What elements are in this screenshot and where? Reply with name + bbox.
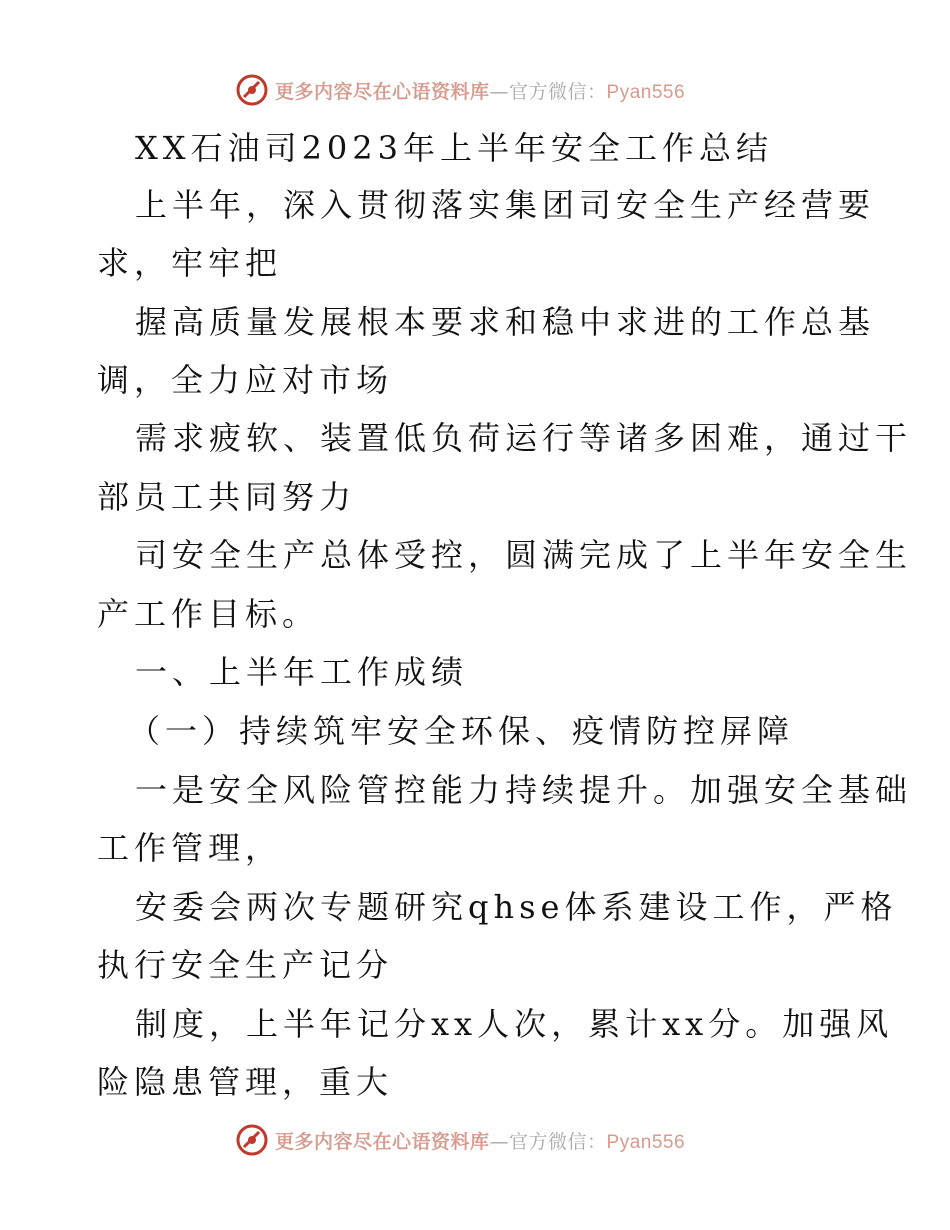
banner-main-text: 更多内容尽在心语资料库 bbox=[275, 1130, 490, 1153]
paragraph-line: 司安全生产总体受控，圆满完成了上半年安全生 bbox=[135, 536, 913, 574]
watermark-banner-top bbox=[0, 70, 950, 110]
document-title: XX石油司2023年上半年安全工作总结 bbox=[135, 129, 774, 167]
logo-icon bbox=[235, 73, 269, 107]
paragraph-line: 一是安全风险管控能力持续提升。加强安全基础 bbox=[135, 771, 913, 809]
paragraph-line: 安委会两次专题研究qhse体系建设工作，严格 bbox=[135, 888, 898, 926]
banner-id-text: Pyan556 bbox=[606, 1131, 686, 1153]
paragraph-line: 制度，上半年记分xx人次，累计xx分。加强风 bbox=[135, 1005, 894, 1043]
banner-id-text: Pyan556 bbox=[606, 81, 686, 103]
paragraph-line: 调，全力应对市场 bbox=[97, 361, 394, 399]
paragraph-line: 部员工共同努力 bbox=[97, 478, 357, 516]
paragraph-line: 产工作目标。 bbox=[97, 595, 320, 633]
banner-sub-text: —官方微信： bbox=[489, 1130, 607, 1153]
subsection-heading: （一）持续筑牢安全环保、疫情防控屏障 bbox=[128, 712, 795, 750]
paragraph-line: 执行安全生产记分 bbox=[97, 946, 394, 984]
paragraph-line: 险隐患管理，重大 bbox=[97, 1063, 394, 1101]
watermark-banner-bottom bbox=[0, 1120, 950, 1160]
banner-main-text: 更多内容尽在心语资料库 bbox=[275, 80, 490, 103]
banner-sub-text: —官方微信： bbox=[489, 80, 607, 103]
paragraph-line: 求，牢牢把 bbox=[97, 244, 283, 282]
section-heading: 一、上半年工作成绩 bbox=[135, 653, 469, 691]
logo-icon bbox=[235, 1123, 269, 1157]
paragraph-line: 上半年，深入贯彻落实集团司安全生产经营要 bbox=[135, 186, 876, 224]
paragraph-line: 需求疲软、装置低负荷运行等诸多困难，通过干 bbox=[135, 419, 913, 457]
paragraph-line: 握高质量发展根本要求和稳中求进的工作总基 bbox=[135, 303, 876, 341]
paragraph-line: 工作管理， bbox=[97, 829, 283, 867]
